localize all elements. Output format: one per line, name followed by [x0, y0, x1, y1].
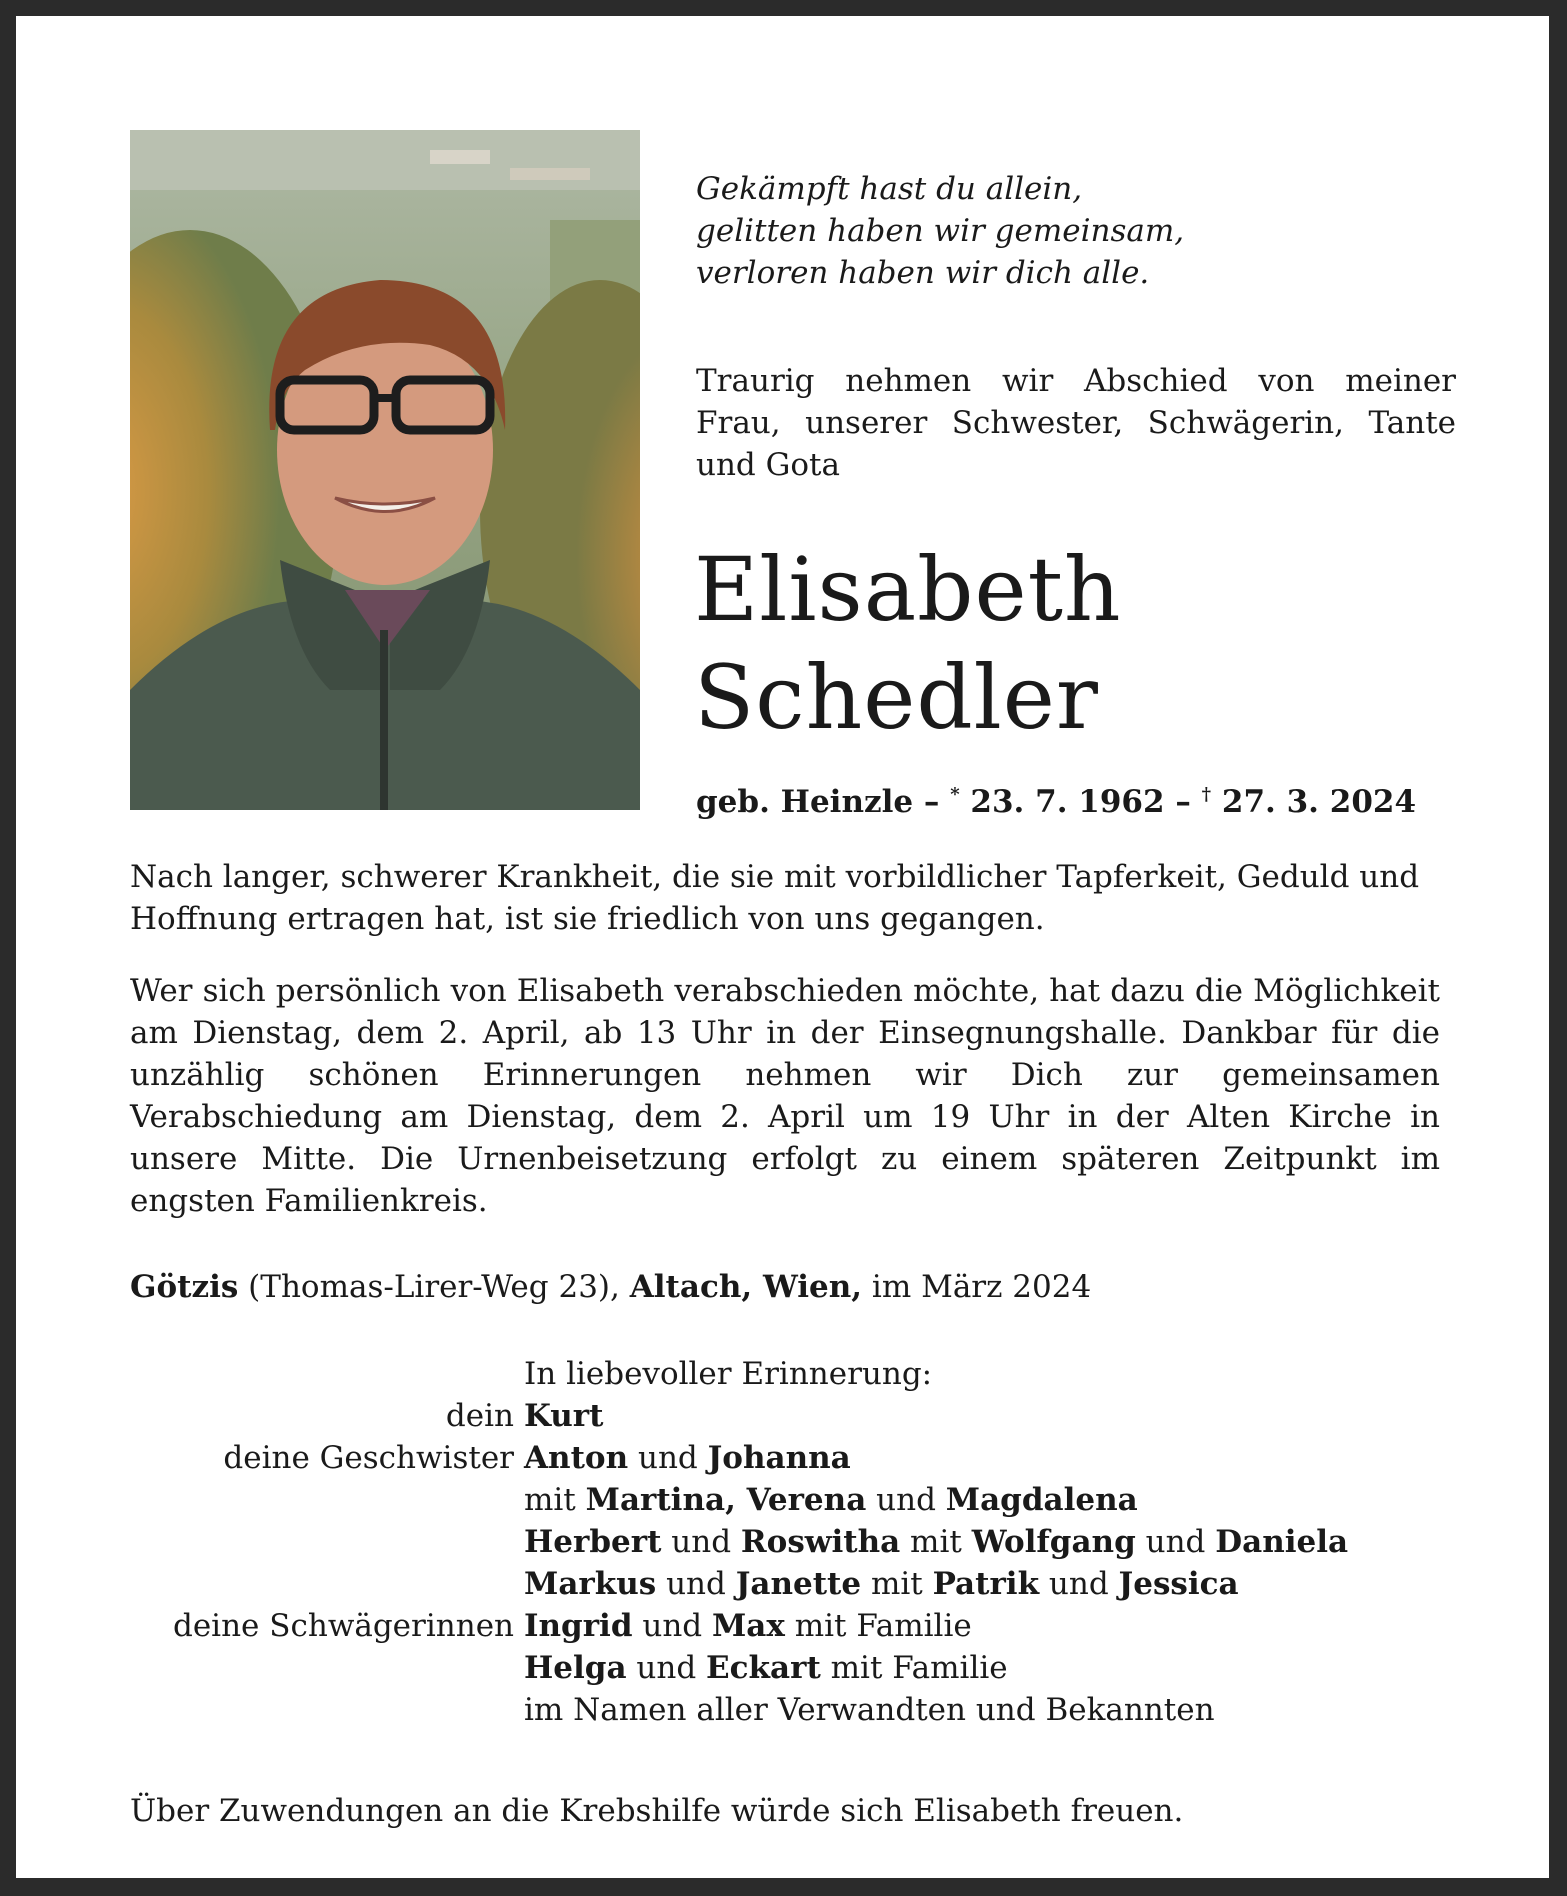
connector: und — [661, 1524, 741, 1560]
mourner-name: Herbert — [524, 1524, 662, 1560]
connector: mit — [524, 1482, 586, 1518]
relation-label: dein — [445, 1398, 514, 1434]
connector: mit — [900, 1524, 972, 1560]
birth-symbol: * — [950, 784, 960, 805]
connector: und — [656, 1566, 736, 1602]
list-item — [130, 1437, 1460, 1479]
address: (Thomas-Lirer-Weg 23), — [238, 1269, 630, 1305]
list-item — [130, 1395, 1460, 1437]
list-item — [130, 1521, 1460, 1563]
relation-label — [130, 1479, 524, 1521]
list-item — [130, 1647, 1460, 1689]
relation-label: deine Geschwister — [223, 1440, 514, 1476]
mourner-name: Jessica — [1118, 1566, 1239, 1602]
intro-text — [696, 360, 1456, 486]
mourner-name: Janette — [735, 1566, 862, 1602]
mourner-name: Martina, Verena — [585, 1482, 867, 1518]
passing-paragraph: Nach langer, schwerer Krankheit, die sie mit vorbildlicher Tapferkeit, Geduld und Hoffnung ertragen hat, ist sie friedlich von uns gegangen. — [130, 859, 1420, 937]
list-item — [130, 1563, 1460, 1605]
motto-line: verloren haben wir dich alle. — [696, 255, 1150, 291]
relation-label — [130, 1521, 524, 1563]
month-date: im März 2024 — [862, 1269, 1092, 1305]
mourner-names — [524, 1479, 1460, 1521]
obituary-card — [16, 16, 1549, 1878]
portrait-photo — [130, 130, 640, 810]
mourner-name: Magdalena — [945, 1482, 1138, 1518]
intro-line: Frau, unserer Schwester, Schwägerin, Tante — [696, 405, 1456, 441]
connector: mit Familie — [784, 1608, 972, 1644]
motto-verse — [696, 168, 1476, 294]
mourner-name: Max — [711, 1608, 785, 1644]
connector: und — [626, 1650, 707, 1686]
mourner-names — [524, 1521, 1460, 1563]
connector: mit Familie — [820, 1650, 1008, 1686]
mourner-names — [524, 1647, 1460, 1689]
death-symbol: † — [1201, 784, 1212, 805]
towns: Altach, Wien, — [629, 1269, 863, 1305]
portrait-photo-icon — [130, 130, 640, 810]
life-dates — [696, 774, 1496, 823]
connector: und — [866, 1482, 946, 1518]
maiden-name: geb. Heinzle — [696, 784, 914, 820]
closing-mourners: im Namen aller Verwandten und Bekannten — [524, 1692, 1215, 1728]
relation-label — [130, 1647, 524, 1689]
mourner-names — [524, 1605, 1460, 1647]
list-item — [130, 1605, 1460, 1647]
relation-label: deine Schwägerinnen — [172, 1608, 514, 1644]
dash: – — [913, 784, 951, 820]
connector: und — [1135, 1524, 1216, 1560]
intro-line: und Gota — [696, 447, 840, 483]
motto-line: gelitten haben wir gemeinsam, — [696, 213, 1185, 249]
connector: und — [628, 1440, 708, 1476]
mourner-names — [524, 1437, 1460, 1479]
list-item — [130, 1689, 1460, 1731]
connector: und — [632, 1608, 712, 1644]
mourners-heading: In liebevoller Erinnerung: — [524, 1356, 933, 1392]
place-date-line — [130, 1266, 1440, 1308]
dash: – — [1164, 784, 1202, 820]
mourner-name: Johanna — [707, 1440, 851, 1476]
connector: und — [1039, 1566, 1119, 1602]
mourner-name: Markus — [524, 1566, 657, 1602]
mourner-name: Eckart — [706, 1650, 821, 1686]
mourner-name: Anton — [524, 1440, 629, 1476]
list-item — [130, 1479, 1460, 1521]
deceased-name — [694, 536, 1494, 752]
death-date: 27. 3. 2024 — [1211, 784, 1417, 820]
first-name: Elisabeth — [694, 538, 1122, 641]
relation-label — [130, 1353, 524, 1395]
mourner-name: Roswitha — [740, 1524, 901, 1560]
donation-note: Über Zuwendungen an die Krebshilfe würde sich Elisabeth freuen. — [130, 1793, 1184, 1829]
motto-line: Gekämpft hast du allein, — [696, 171, 1083, 207]
mourner-name: Helga — [524, 1650, 627, 1686]
birth-date: 23. 7. 1962 — [959, 784, 1165, 820]
town: Götzis — [130, 1269, 239, 1305]
mourner-name: Patrik — [932, 1566, 1040, 1602]
mourners-list — [130, 1353, 1460, 1731]
mourner-names — [524, 1563, 1460, 1605]
relation-label — [130, 1689, 524, 1731]
intro-line: Traurig nehmen wir Abschied von meiner — [696, 363, 1456, 399]
farewell-paragraph: Wer sich persönlich von Elisabeth verabschieden möchte, hat dazu die Möglichkeit am Dienstag, dem 2. April, ab 13 Uhr in der Einsegnungshalle. Dankbar für die unzählig schönen Erinnerungen nehmen wir Dich zur gemeinsamen Verabschiedung am Dienstag, dem 2. April um 19 Uhr in der Alten Kirche in unsere Mitte. Die Urnenbeisetzung erfolgt zu einem späteren Zeitpunkt im engsten Familienkreis. — [130, 973, 1440, 1219]
mourner-name: Kurt — [524, 1398, 604, 1434]
last-name: Schedler — [694, 646, 1099, 749]
connector: mit — [861, 1566, 933, 1602]
list-item — [130, 1353, 1460, 1395]
mourner-name: Ingrid — [524, 1608, 633, 1644]
relation-label — [130, 1563, 524, 1605]
mourner-name: Daniela — [1215, 1524, 1349, 1560]
mourner-name: Wolfgang — [971, 1524, 1136, 1560]
